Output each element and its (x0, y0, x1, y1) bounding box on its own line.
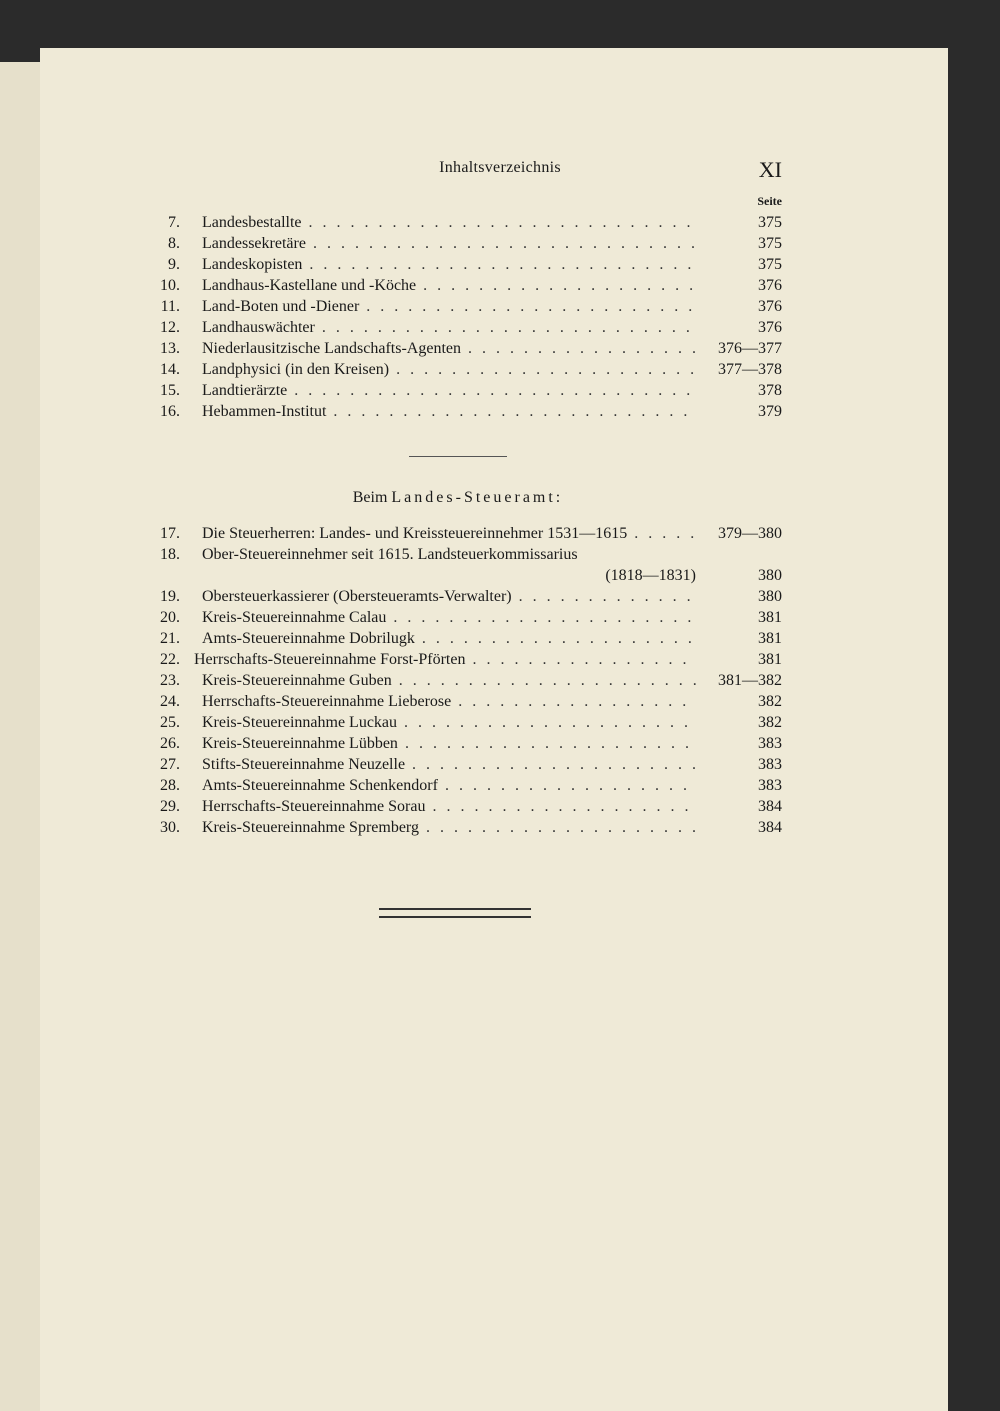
entry-number: 15. (160, 382, 180, 399)
entry-title: Kreis-Steuereinnahme Calau . . . (202, 607, 696, 628)
entry-number: 8. (168, 235, 180, 252)
toc-entry (158, 775, 782, 796)
entry-title: Kreis-Steuereinnahme Luckau . . . (202, 712, 696, 733)
entry-title: Herrschafts-Steuereinnahme Sorau . . . (202, 796, 696, 817)
toc-entry (158, 649, 782, 670)
entry-pages: 381 (758, 630, 782, 647)
entry-title: Landphysici (in den Kreisen) . . . (202, 359, 696, 380)
toc-entry-continuation (158, 565, 782, 586)
entry-pages: 382 (758, 693, 782, 710)
entry-number: 7. (168, 214, 180, 231)
entry-title: Stifts-Steuereinnahme Neuzelle . . . (202, 754, 696, 775)
section-heading (0, 489, 916, 507)
entry-pages: 376 (758, 319, 782, 336)
page-number: XI (758, 157, 782, 182)
section-divider (409, 456, 507, 457)
toc-entry (158, 733, 782, 754)
entry-pages: 376 (758, 298, 782, 315)
entry-number: 13. (160, 340, 180, 357)
toc-entry (158, 317, 782, 338)
entry-number: 16. (160, 403, 180, 420)
toc-entry (158, 712, 782, 733)
entry-title: Herrschafts-Steuereinnahme Lieberose . . . (202, 691, 696, 712)
entry-pages: 378 (758, 382, 782, 399)
toc-entry (158, 254, 782, 275)
toc-list-part2 (158, 523, 782, 838)
entry-title: Landhauswächter . . . (202, 317, 696, 338)
entry-title: Kreis-Steuereinnahme Spremberg . . . (202, 817, 696, 838)
entry-title: Die Steuerherren: Landes- und Kreissteuereinnehmer 1531—1615 . . . (202, 523, 696, 544)
entry-number: 9. (168, 256, 180, 273)
entry-number: 18. (160, 546, 180, 563)
entry-pages: 383 (758, 777, 782, 794)
entry-number: 23. (160, 672, 180, 689)
entry-pages: 380 (758, 567, 782, 584)
entry-pages: 381—382 (718, 672, 782, 689)
entry-pages: 380 (758, 588, 782, 605)
previous-page-edge (0, 62, 43, 1411)
entry-pages: 375 (758, 214, 782, 231)
section-prefix: Beim (352, 489, 388, 506)
entry-title: Kreis-Steuereinnahme Guben . . . (202, 670, 696, 691)
entry-pages: 375 (758, 256, 782, 273)
entry-number: 17. (160, 525, 180, 542)
entry-number: 20. (160, 609, 180, 626)
entry-pages: 377—378 (718, 361, 782, 378)
toc-entry (158, 628, 782, 649)
entry-number: 26. (160, 735, 180, 752)
toc-entry (158, 401, 782, 422)
toc-entry (158, 586, 782, 607)
entry-number: 14. (160, 361, 180, 378)
toc-entry (158, 523, 782, 544)
entry-number: 27. (160, 756, 180, 773)
toc-entry (158, 796, 782, 817)
toc-entry (158, 754, 782, 775)
toc-entry (158, 380, 782, 401)
entry-title: Landhaus-Kastellane und -Köche . . . (202, 275, 696, 296)
entry-pages: 381 (758, 651, 782, 668)
entry-pages: 379 (758, 403, 782, 420)
entry-pages: 384 (758, 798, 782, 815)
entry-pages: 379—380 (718, 525, 782, 542)
running-title: Inhaltsverzeichnis (439, 159, 561, 176)
entry-title: Obersteuerkassierer (Obersteueramts-Verwalter) . . . (202, 586, 696, 607)
toc-entry (158, 607, 782, 628)
entry-number: 28. (160, 777, 180, 794)
entry-pages: 376—377 (718, 340, 782, 357)
end-rule (379, 908, 531, 918)
toc-entry (158, 544, 782, 565)
entry-continuation: (1818—1831) (605, 567, 696, 584)
toc-list-part1 (158, 212, 782, 422)
toc-entry (158, 359, 782, 380)
toc-entry (158, 670, 782, 691)
entry-number: 22. (160, 651, 180, 668)
entry-title: Landessekretäre . . . (202, 233, 696, 254)
entry-title: Niederlausitzische Landschafts-Agenten . . . (202, 338, 696, 359)
toc-entry (158, 296, 782, 317)
entry-title: Kreis-Steuereinnahme Lübben . . . (202, 733, 696, 754)
entry-pages: 381 (758, 609, 782, 626)
entry-number: 19. (160, 588, 180, 605)
entry-number: 29. (160, 798, 180, 815)
entry-number: 25. (160, 714, 180, 731)
entry-pages: 384 (758, 819, 782, 836)
entry-title: Hebammen-Institut . . . (202, 401, 696, 422)
entry-pages: 383 (758, 756, 782, 773)
entry-title: Ober-Steuereinnehmer seit 1615. Landsteuerkommissarius (202, 546, 578, 563)
toc-entry (158, 817, 782, 838)
entry-title: Landesbestallte . . . (202, 212, 696, 233)
toc-entry (158, 338, 782, 359)
entry-pages: 383 (758, 735, 782, 752)
section-name: Landes-Steueramt: (391, 489, 564, 506)
toc-entry (158, 233, 782, 254)
toc-entry (158, 275, 782, 296)
entry-number: 11. (160, 298, 180, 315)
entry-title: Landtierärzte . . . (202, 380, 696, 401)
entry-pages: 376 (758, 277, 782, 294)
toc-entry (158, 691, 782, 712)
entry-pages: 375 (758, 235, 782, 252)
entry-title: Amts-Steuereinnahme Dobrilugk . . . (202, 628, 696, 649)
entry-title: Land-Boten und -Diener . . . (202, 296, 696, 317)
entry-number: 12. (160, 319, 180, 336)
page-column-label: Seite (757, 194, 782, 208)
entry-title: Amts-Steuereinnahme Schenkendorf . . . (202, 775, 696, 796)
entry-number: 10. (160, 277, 180, 294)
toc-entry (158, 212, 782, 233)
entry-title: Herrschafts-Steuereinnahme Forst-Pförten . . . (194, 649, 696, 670)
entry-number: 24. (160, 693, 180, 710)
entry-title: Landeskopisten . . . (202, 254, 696, 275)
entry-number: 30. (160, 819, 180, 836)
entry-pages: 382 (758, 714, 782, 731)
entry-number: 21. (160, 630, 180, 647)
